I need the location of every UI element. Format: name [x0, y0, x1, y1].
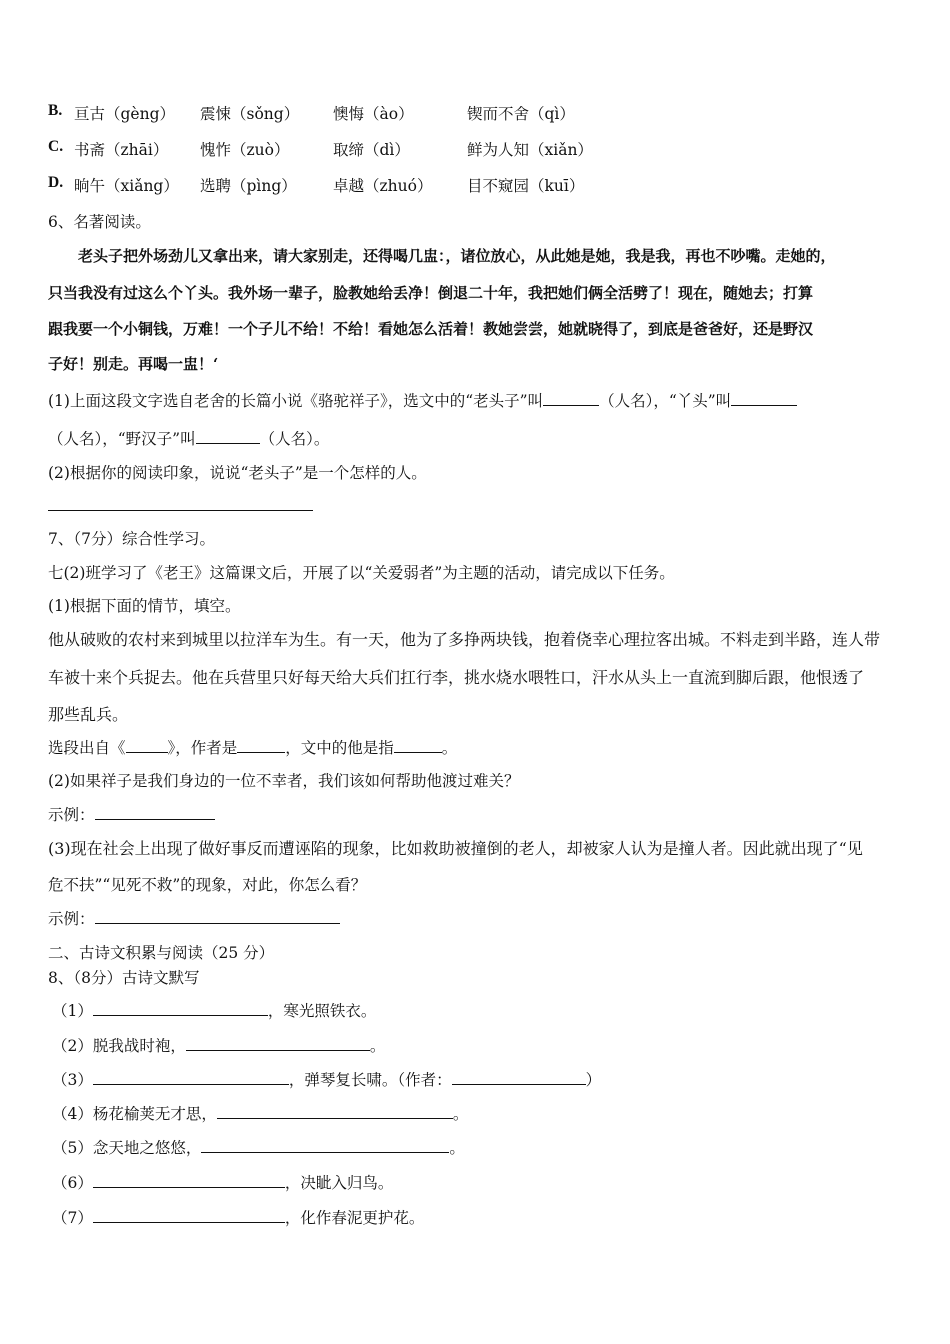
- option-item: 取缔（dì）: [333, 141, 410, 159]
- poem-line: [52, 1171, 393, 1193]
- q7-sub3-line: (3)现在社会上出现了做好事反而遭诬陷的现象，比如救助被撞倒的老人，却被家人认为是撞人者。因此就出现了“见: [48, 839, 863, 858]
- option-label: B.: [48, 102, 63, 119]
- poem-num: （7）: [52, 1209, 93, 1227]
- poem-text: 杨花榆荚无才思，: [92, 1105, 217, 1123]
- poem-line: [52, 1102, 468, 1124]
- section-heading: 二、古诗文积累与阅读（25 分）: [48, 944, 275, 962]
- q7-fill-text: 。: [441, 739, 458, 757]
- poem-text: 。: [452, 1105, 469, 1123]
- poem-text: 念天地之悠悠，: [92, 1139, 202, 1157]
- poem-num: （4）: [52, 1105, 93, 1123]
- example-label: 示例：: [48, 910, 95, 928]
- q6-sub2: (2)根据你的阅读印象，说说“老头子”是一个怎样的人。: [48, 464, 427, 482]
- q7-sub1: (1)根据下面的情节，填空。: [48, 597, 241, 615]
- option-label: C.: [48, 138, 64, 155]
- q7-fill-text: 》，作者是: [167, 739, 238, 757]
- poem-text: 脱我战时袍，: [92, 1037, 186, 1055]
- answer-blank[interactable]: [201, 1138, 449, 1153]
- poem-num: （5）: [52, 1139, 93, 1157]
- q7-example1: [48, 803, 215, 825]
- poem-line: [52, 999, 376, 1021]
- q7-fill-text: 选段出自《: [48, 739, 126, 757]
- option-item: 晌午（xiǎng）: [74, 177, 179, 195]
- q6-passage-line: 老头子把外场劲儿又拿出来，请大家别走，还得喝几盅：，诸位放心，从此她是她，我是我，再也不吵嘴。走她的，: [78, 247, 836, 265]
- q7-story-line: 那些乱兵。: [48, 705, 129, 724]
- q6-sub1-cont: [48, 427, 329, 449]
- option-item: 愧怍（zuò）: [200, 141, 290, 159]
- q6-sub1-text: （人名），“丫头”叫: [599, 392, 732, 410]
- answer-blank[interactable]: [93, 1070, 289, 1085]
- answer-blank[interactable]: [95, 805, 215, 820]
- answer-blank[interactable]: [93, 1173, 285, 1188]
- option-item: 卓越（zhuó）: [333, 177, 433, 195]
- answer-blank[interactable]: [126, 738, 168, 753]
- poem-text: ，化作春泥更护花。: [284, 1209, 425, 1227]
- answer-blank[interactable]: [394, 738, 442, 753]
- answer-line[interactable]: [48, 498, 313, 511]
- q8-title: 8、（8分）古诗文默写: [48, 969, 200, 987]
- answer-blank[interactable]: [196, 429, 260, 444]
- option-item: 鲜为人知（xiǎn）: [467, 141, 593, 159]
- option-item: 目不窥园（kuī）: [467, 177, 585, 195]
- poem-line: [52, 1136, 465, 1158]
- poem-num: （2）: [52, 1037, 93, 1055]
- option-label: D.: [48, 174, 64, 191]
- q6-passage-line: 跟我要一个小铜钱，万难！一个子儿不给！不给！看她怎么活着！教她尝尝，她就晓得了，到底是爸爸好，还是野汉: [48, 320, 814, 338]
- answer-blank[interactable]: [95, 909, 340, 924]
- answer-blank[interactable]: [217, 1104, 453, 1119]
- poem-num: （1）: [52, 1002, 93, 1020]
- q6-sub1-text: (1)上面这段文字选自老舍的长篇小说《骆驼祥子》，选文中的“老头子”叫: [48, 392, 544, 410]
- q7-story-line: 他从破败的农村来到城里以拉洋车为生。有一天，他为了多挣两块钱，抱着侥幸心理拉客出城。不料走到半路，连人带: [48, 630, 881, 649]
- answer-blank[interactable]: [237, 738, 285, 753]
- option-item: 锲而不舍（qì）: [467, 105, 575, 123]
- option-item: 选聘（pìng）: [200, 177, 297, 195]
- option-item: 震悚（sǒng）: [200, 105, 300, 123]
- q7-sub2: (2)如果祥子是我们身边的一位不幸者，我们该如何帮助他渡过难关？: [48, 772, 520, 790]
- poem-text: ，弹琴复长啸。（作者：: [288, 1071, 452, 1089]
- q7-intro: 七(2)班学习了《老王》这篇课文后，开展了以“关爱弱者”为主题的活动，请完成以下任务。: [48, 564, 675, 582]
- q6-sub1-text: （人名），“野汉子”叫: [48, 430, 196, 448]
- q7-story-line: 车被十来个兵捉去。他在兵营里只好每天给大兵们扛行李，挑水烧水喂牲口，汗水从头上一直流到脚后跟，他恨透了: [48, 668, 865, 687]
- q6-sub1-text: （人名）。: [259, 430, 330, 448]
- answer-blank[interactable]: [731, 391, 797, 406]
- q7-fill-text: ，文中的他是指: [285, 739, 394, 757]
- answer-blank[interactable]: [186, 1036, 370, 1051]
- option-item: 懊悔（ào）: [333, 105, 414, 123]
- answer-blank[interactable]: [93, 1001, 268, 1016]
- example-label: 示例：: [48, 806, 95, 824]
- option-item: 书斋（zhāi）: [74, 141, 169, 159]
- q7-sub3-line: 危不扶”“见死不救”的现象，对此，你怎么看？: [48, 876, 367, 894]
- q6-passage-line: 子好！别走。再喝一盅！‘: [48, 355, 219, 373]
- poem-line: [52, 1068, 601, 1090]
- q6-passage-line: 只当我没有过这么个丫头。我外场一辈子，脸教她给丢净！倒退二十年，我把她们俩全活劈了！现在，随她去；打算: [48, 284, 814, 302]
- answer-blank[interactable]: [452, 1070, 586, 1085]
- answer-blank[interactable]: [543, 391, 599, 406]
- poem-text: 。: [369, 1037, 386, 1055]
- poem-text: ，决眦入归鸟。: [284, 1174, 394, 1192]
- poem-num: （6）: [52, 1174, 93, 1192]
- q6-title: 6、名著阅读。: [48, 213, 151, 231]
- poem-text: ）: [585, 1071, 602, 1089]
- poem-num: （3）: [52, 1071, 93, 1089]
- answer-blank[interactable]: [93, 1208, 285, 1223]
- q6-sub1: [48, 389, 797, 411]
- q7-example2: [48, 907, 340, 929]
- option-item: 亘古（gèng）: [74, 105, 176, 123]
- poem-text: 。: [449, 1139, 465, 1157]
- q7-fill: [48, 736, 457, 758]
- poem-line: [52, 1206, 424, 1228]
- poem-text: ，寒光照铁衣。: [267, 1002, 377, 1020]
- poem-line: [52, 1034, 385, 1056]
- q7-title: 7、（7分）综合性学习。: [48, 530, 215, 548]
